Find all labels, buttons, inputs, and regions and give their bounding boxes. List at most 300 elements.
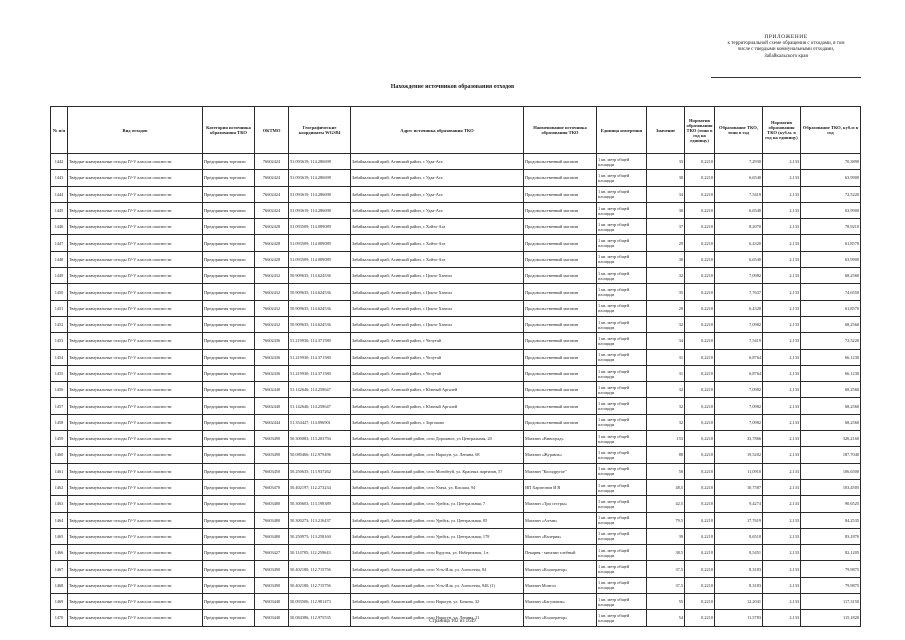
cell-cat: Предприятия торговли <box>203 577 255 593</box>
cell-vnorm: 2,133 <box>763 479 801 495</box>
cell-name: Продовольственный магазин <box>524 284 597 300</box>
cell-n: 1445 <box>51 202 68 218</box>
column-header: Географические координаты WGS84 <box>289 107 351 154</box>
cell-addr: Забайкальский край, Акшинский район, село Урейск, ул. Центральная, 178 <box>351 528 524 544</box>
cell-vnorm: 2,133 <box>763 512 801 528</box>
document-title: Нахождение источников образования отходов <box>390 84 515 90</box>
cell-vol: 74,6550 <box>801 284 861 300</box>
table-row <box>51 594 861 610</box>
cell-norm: 0,2210 <box>685 268 715 284</box>
cell-oktmo: 76602424 <box>255 186 289 202</box>
cell-vol: 79,9875 <box>801 561 861 577</box>
cell-cat: Предприятия торговли <box>203 170 255 186</box>
cell-waste: Твёрдые коммунальные отходы IV-V классов опасности <box>68 186 203 202</box>
cell-coord: 51.093509; 114.089089 <box>289 235 351 251</box>
cell-tons: 9,4274 <box>715 496 763 512</box>
cell-vol: 115,1820 <box>801 610 861 626</box>
cell-vol: 90,6525 <box>801 496 861 512</box>
appendix-line-1: к территориальной схеме обращения с отходами, в том <box>727 40 845 46</box>
cell-oktmo: 76603490 <box>255 431 289 447</box>
table-row <box>51 496 861 512</box>
cell-name: Продовольственный магазин <box>524 202 597 218</box>
cell-norm: 0,2210 <box>685 382 715 398</box>
cell-tons: 8,3183 <box>715 561 763 577</box>
cell-n: 1453 <box>51 333 68 349</box>
cell-oktmo: 76603450 <box>255 463 289 479</box>
cell-addr: Забайкальский край, Агинский район, с Цокто-Хангил <box>351 268 524 284</box>
table-row <box>51 512 861 528</box>
cell-waste: Твёрдые коммунальные отходы IV-V классов опасности <box>68 577 203 593</box>
cell-vol: 61,8570 <box>801 235 861 251</box>
cell-vol: 68,2560 <box>801 268 861 284</box>
cell-coord: 51.142646; 114.258647 <box>289 382 351 398</box>
cell-waste: Твёрдые коммунальные отходы IV-V классов опасности <box>68 284 203 300</box>
cell-val: 37,5 <box>647 561 685 577</box>
cell-oktmo: 76603480 <box>255 528 289 544</box>
table-row <box>51 577 861 593</box>
column-header: № п/п <box>51 107 68 154</box>
cell-waste: Твёрдые коммунальные отходы IV-V классов опасности <box>68 447 203 463</box>
cell-name: Продовольственный магазин <box>524 398 597 414</box>
cell-addr: Забайкальский край, Агинский район, с Удаа-Ага <box>351 154 524 170</box>
cell-vol: 68,2560 <box>801 316 861 332</box>
cell-coord: 50.909635; 114.624536 <box>289 316 351 332</box>
cell-n: 1447 <box>51 235 68 251</box>
cell-name: Магазин "Коопдругое" <box>524 463 597 479</box>
cell-unit: 1 кв. метр общей площади <box>597 431 647 447</box>
cell-waste: Твёрдые коммунальные отходы IV-V классов опасности <box>68 316 203 332</box>
column-header: Значение <box>647 107 685 154</box>
cell-waste: Твёрдые коммунальные отходы IV-V классов опасности <box>68 365 203 381</box>
cell-val: 32 <box>647 414 685 430</box>
cell-tons: 7,0982 <box>715 382 763 398</box>
cell-name: Продовольственный магазин <box>524 251 597 267</box>
cell-norm: 0,2210 <box>685 496 715 512</box>
cell-waste: Твёрдые коммунальные отходы IV-V классов опасности <box>68 251 203 267</box>
cell-oktmo: 76602428 <box>255 251 289 267</box>
cell-waste: Твёрдые коммунальные отходы IV-V классов опасности <box>68 479 203 495</box>
cell-tons: 7,0982 <box>715 398 763 414</box>
cell-oktmo: 76602424 <box>255 170 289 186</box>
cell-name: Магазин «Кооператор» <box>524 561 597 577</box>
cell-coord: 51.219930; 114.371580 <box>289 365 351 381</box>
cell-vnorm: 2,133 <box>763 186 801 202</box>
cell-norm: 0,2210 <box>685 284 715 300</box>
cell-vol: 70,3890 <box>801 154 861 170</box>
cell-n: 1455 <box>51 365 68 381</box>
column-header: Норматив образования ТКО (куб.м. в год на единицу) <box>763 107 801 154</box>
cell-vnorm: 2,133 <box>763 365 801 381</box>
cell-val: 38,5 <box>647 545 685 561</box>
cell-addr: Забайкальский край, Акшинский район, село Нарасун, ул. Бочина, 32 <box>351 594 524 610</box>
cell-unit: 1 кв. метр общей площади <box>597 561 647 577</box>
table-row <box>51 382 861 398</box>
cell-n: 1442 <box>51 154 68 170</box>
cell-name: Магазин «Три сестры» <box>524 496 597 512</box>
cell-vol: 79,9875 <box>801 577 861 593</box>
cell-oktmo: 76603490 <box>255 561 289 577</box>
cell-vol: 83,1870 <box>801 528 861 544</box>
cell-unit: 1 кв. метр общей площади <box>597 219 647 235</box>
cell-unit: 1 кв. метр общей площади <box>597 512 647 528</box>
cell-waste: Твёрдые коммунальные отходы IV-V классов опасности <box>68 235 203 251</box>
cell-n: 1468 <box>51 577 68 593</box>
cell-val: 34 <box>647 333 685 349</box>
cell-val: 29 <box>647 235 685 251</box>
cell-oktmo: 76603440 <box>255 594 289 610</box>
cell-oktmo: 76603490 <box>255 447 289 463</box>
cell-oktmo: 76602444 <box>255 414 289 430</box>
cell-val: 88 <box>647 447 685 463</box>
cell-addr: Забайкальский край, Агинский район, с Южный Аргалей <box>351 398 524 414</box>
page-footer: Страница 102 из 1649 <box>429 619 476 624</box>
cell-norm: 0,2210 <box>685 512 715 528</box>
table-row <box>51 545 861 561</box>
cell-norm: 0,2210 <box>685 316 715 332</box>
cell-vnorm: 2,133 <box>763 594 801 610</box>
cell-addr: Забайкальский край, Акшинский район, село Дорожное, ул Центральная, 20 <box>351 431 524 447</box>
table-row <box>51 561 861 577</box>
column-header: Норматив образования ТКО (тонн в год на единицу) <box>685 107 715 154</box>
cell-tons: 11,0910 <box>715 463 763 479</box>
cell-cat: Предприятия торговли <box>203 154 255 170</box>
cell-oktmo: 76603427 <box>255 545 289 561</box>
cell-oktmo: 76602436 <box>255 365 289 381</box>
cell-vnorm: 2,133 <box>763 170 801 186</box>
cell-norm: 0,2210 <box>685 431 715 447</box>
cell-vol: 72,5220 <box>801 186 861 202</box>
column-header: Вид отходов <box>68 107 203 154</box>
table-row <box>51 284 861 300</box>
cell-unit: 1 кв. метр общей площади <box>597 268 647 284</box>
appendix-underline <box>711 77 861 78</box>
cell-n: 1452 <box>51 316 68 332</box>
cell-unit: 1 кв. метр общей площади <box>597 235 647 251</box>
cell-addr: Забайкальский край, Агинский район, с Южный Аргалей <box>351 382 524 398</box>
table-row <box>51 431 861 447</box>
cell-val: 31 <box>647 349 685 365</box>
cell-addr: Забайкальский край, Акшинский район, село Курулга, ул. Набережная, 1 в <box>351 545 524 561</box>
cell-vnorm: 2,133 <box>763 545 801 561</box>
cell-vol: 78,9210 <box>801 219 861 235</box>
table-row <box>51 235 861 251</box>
cell-coord: 51.093619; 114.286698 <box>289 154 351 170</box>
cell-waste: Твёрдые коммунальные отходы IV-V классов опасности <box>68 594 203 610</box>
cell-coord: 50.402180; 112.715756 <box>289 577 351 593</box>
cell-waste: Твёрдые коммунальные отходы IV-V классов опасности <box>68 202 203 218</box>
cell-coord: 50.114785; 112.259643 <box>289 545 351 561</box>
cell-addr: Забайкальский край, Агинский район, с Хойто-Ага <box>351 235 524 251</box>
cell-addr: Забайкальский край, Агинский район, с Челутай <box>351 365 524 381</box>
cell-vnorm: 2,133 <box>763 382 801 398</box>
cell-tons: 10,7587 <box>715 479 763 495</box>
cell-waste: Твёрдые коммунальные отходы IV-V классов опасности <box>68 268 203 284</box>
cell-oktmo: 76602436 <box>255 349 289 365</box>
cell-n: 1462 <box>51 479 68 495</box>
cell-cat: Предприятия торговли <box>203 333 255 349</box>
cell-norm: 0,2210 <box>685 333 715 349</box>
cell-oktmo: 76602432 <box>255 300 289 316</box>
cell-vnorm: 2,133 <box>763 202 801 218</box>
cell-tons: 6,4328 <box>715 300 763 316</box>
cell-coord: 51.219930; 114.371580 <box>289 349 351 365</box>
cell-addr: Забайкальский край, Акшинский район, село Нарасун, ул. Ленина, 68 <box>351 447 524 463</box>
cell-cat: Предприятия торговли <box>203 545 255 561</box>
cell-tons: 19,5202 <box>715 447 763 463</box>
cell-coord: 50.250635; 113.937262 <box>289 463 351 479</box>
cell-unit: 1 кв. метр общей площади <box>597 251 647 267</box>
cell-n: 1443 <box>51 170 68 186</box>
cell-coord: 50.402180; 112.715756 <box>289 561 351 577</box>
cell-coord: 50.300273; 113.216437 <box>289 512 351 528</box>
cell-vnorm: 2,133 <box>763 447 801 463</box>
cell-name: Продовольственный магазин <box>524 268 597 284</box>
cell-norm: 0,2210 <box>685 594 715 610</box>
cell-norm: 0,2210 <box>685 545 715 561</box>
cell-name: Магазин «Журавль» <box>524 447 597 463</box>
cell-vol: 66,1230 <box>801 349 861 365</box>
cell-tons: 8,6510 <box>715 528 763 544</box>
cell-unit: 1 кв. метр общей площади <box>597 382 647 398</box>
cell-unit: 1 кв. метр общей площади <box>597 186 647 202</box>
cell-waste: Твёрдые коммунальные отходы IV-V классов опасности <box>68 349 203 365</box>
cell-addr: Забайкальский край, Акшинский район, село Усть-Иля, ул. Алексеева, 84Б (1) <box>351 577 524 593</box>
cell-addr: Забайкальский край, Агинский район, с Зоргоково <box>351 414 524 430</box>
cell-vnorm: 2,133 <box>763 463 801 479</box>
cell-vnorm: 2,133 <box>763 561 801 577</box>
appendix-line-2: числе с твердыми коммунальными отходами, <box>737 47 835 52</box>
cell-oktmo: 76602432 <box>255 284 289 300</box>
cell-val: 30 <box>647 170 685 186</box>
cell-oktmo: 76602432 <box>255 268 289 284</box>
cell-name: Магазин «Багульник» <box>524 594 597 610</box>
cell-waste: Твёрдые коммунальные отходы IV-V классов опасности <box>68 398 203 414</box>
cell-waste: Твёрдые коммунальные отходы IV-V классов опасности <box>68 219 203 235</box>
table-row <box>51 300 861 316</box>
cell-tons: 6,6540 <box>715 251 763 267</box>
cell-n: 1450 <box>51 284 68 300</box>
cell-waste: Твёрдые коммунальные отходы IV-V классов опасности <box>68 545 203 561</box>
cell-n: 1456 <box>51 382 68 398</box>
cell-tons: 7,0982 <box>715 414 763 430</box>
cell-waste: Твёрдые коммунальные отходы IV-V классов опасности <box>68 512 203 528</box>
cell-vol: 63,9900 <box>801 170 861 186</box>
cell-oktmo: 76603470 <box>255 479 289 495</box>
table-row <box>51 333 861 349</box>
cell-vol: 117,3150 <box>801 594 861 610</box>
cell-val: 37,5 <box>647 577 685 593</box>
cell-unit: 1 кв. метр общей площади <box>597 202 647 218</box>
cell-val: 48,5 <box>647 479 685 495</box>
cell-addr: Забайкальский край, Агинский район, с Цокто-Хангил <box>351 284 524 300</box>
cell-cat: Предприятия торговли <box>203 365 255 381</box>
cell-coord: 50.300083; 113.203794 <box>289 431 351 447</box>
cell-waste: Твёрдые коммунальные отходы IV-V классов опасности <box>68 170 203 186</box>
cell-val: 153 <box>647 431 685 447</box>
column-header: Единица измерения <box>597 107 647 154</box>
cell-norm: 0,2210 <box>685 202 715 218</box>
cell-unit: 1 кв. метр общей площади <box>597 154 647 170</box>
cell-n: 1458 <box>51 414 68 430</box>
cell-oktmo: 76602440 <box>255 382 289 398</box>
cell-name: Продовольственный магазин <box>524 219 597 235</box>
cell-val: 33 <box>647 154 685 170</box>
cell-vnorm: 2,133 <box>763 577 801 593</box>
cell-unit: 1 кв. метр общей площади <box>597 365 647 381</box>
cell-vnorm: 2,133 <box>763 496 801 512</box>
cell-vnorm: 2,133 <box>763 528 801 544</box>
cell-val: 54 <box>647 610 685 626</box>
cell-tons: 6,8764 <box>715 365 763 381</box>
waste-sources-table <box>50 106 861 627</box>
cell-name: Продовольственный магазин <box>524 154 597 170</box>
cell-cat: Предприятия торговли <box>203 561 255 577</box>
cell-cat: Предприятия торговли <box>203 479 255 495</box>
cell-addr: Забайкальский край, Агинский район, с Цокто-Хангил <box>351 316 524 332</box>
cell-name: Продовольственный магазин <box>524 316 597 332</box>
cell-cat: Предприятия торговли <box>203 251 255 267</box>
table-row <box>51 316 861 332</box>
cell-coord: 51.093619; 114.286698 <box>289 186 351 202</box>
table-row <box>51 202 861 218</box>
cell-n: 1454 <box>51 349 68 365</box>
cell-vol: 63,9900 <box>801 202 861 218</box>
cell-coord: 50.909635; 114.624536 <box>289 284 351 300</box>
table-row <box>51 154 861 170</box>
cell-tons: 6,6540 <box>715 170 763 186</box>
cell-tons: 33,7866 <box>715 431 763 447</box>
table-body <box>51 154 861 627</box>
appendix-title: ПРИЛОЖЕНИЕ <box>764 34 808 40</box>
cell-addr: Забайкальский край, Агинский район, с Челутай <box>351 349 524 365</box>
cell-waste: Твёрдые коммунальные отходы IV-V классов опасности <box>68 414 203 430</box>
cell-tons: 6,4320 <box>715 235 763 251</box>
cell-vol: 66,1230 <box>801 365 861 381</box>
cell-norm: 0,2210 <box>685 154 715 170</box>
table-row <box>51 463 861 479</box>
cell-cat: Предприятия торговли <box>203 202 255 218</box>
cell-norm: 0,2210 <box>685 561 715 577</box>
cell-unit: 1 кв. метр общей площади <box>597 463 647 479</box>
cell-vol: 106,6500 <box>801 463 861 479</box>
cell-tons: 7,0982 <box>715 268 763 284</box>
cell-val: 30 <box>647 251 685 267</box>
cell-norm: 0,2210 <box>685 528 715 544</box>
cell-coord: 51.093619; 114.286698 <box>289 202 351 218</box>
cell-n: 1459 <box>51 431 68 447</box>
cell-tons: 7,5419 <box>715 333 763 349</box>
cell-norm: 0,2210 <box>685 365 715 381</box>
cell-cat: Предприятия торговли <box>203 447 255 463</box>
cell-val: 39 <box>647 528 685 544</box>
cell-addr: Забайкальский край, Агинский район, с Удаа-Ага <box>351 186 524 202</box>
table-row <box>51 186 861 202</box>
cell-vol: 68,2560 <box>801 382 861 398</box>
cell-waste: Твёрдые коммунальные отходы IV-V классов опасности <box>68 300 203 316</box>
cell-waste: Твёрдые коммунальные отходы IV-V классов опасности <box>68 463 203 479</box>
cell-name: Продовольственный магазин <box>524 333 597 349</box>
cell-unit: 1 кв. метр общей площади <box>597 545 647 561</box>
column-header: Адрес источника образования ТКО <box>351 107 524 154</box>
cell-vol: 68,2560 <box>801 414 861 430</box>
cell-name: Продовольственный магазин <box>524 414 597 430</box>
cell-addr: Забайкальский край, Агинский район, с Удаа-Ага <box>351 170 524 186</box>
cell-waste: Твёрдые коммунальные отходы IV-V классов опасности <box>68 154 203 170</box>
cell-cat: Предприятия торговли <box>203 186 255 202</box>
cell-cat: Предприятия торговли <box>203 610 255 626</box>
cell-coord: 50.093506; 112.981473 <box>289 594 351 610</box>
cell-cat: Предприятия торговли <box>203 268 255 284</box>
cell-oktmo: 76602440 <box>255 398 289 414</box>
cell-unit: 1 кв. метр общей площади <box>597 333 647 349</box>
table-row <box>51 398 861 414</box>
cell-unit: 1 кв. метр общей площади <box>597 496 647 512</box>
cell-coord: 51.354427; 114.096901 <box>289 414 351 430</box>
cell-addr: Забайкальский край, Акшинский район, село Нарасун, ул. Ленина, 21 <box>351 610 524 626</box>
cell-coord: 51.093619; 114.286698 <box>289 170 351 186</box>
cell-vol: 68,2560 <box>801 398 861 414</box>
cell-cat: Предприятия торговли <box>203 284 255 300</box>
cell-vnorm: 2,133 <box>763 349 801 365</box>
cell-name: ИП Харитонов И В <box>524 479 597 495</box>
cell-name: Продовольственный магазин <box>524 186 597 202</box>
cell-unit: 1 кв. метр общей площади <box>597 479 647 495</box>
cell-coord: 50.909635; 114.624536 <box>289 300 351 316</box>
cell-name: Магазин «Виноград» <box>524 431 597 447</box>
cell-oktmo: 76602436 <box>255 333 289 349</box>
cell-unit: 1 кв. метр общей площади <box>597 447 647 463</box>
cell-val: 32 <box>647 316 685 332</box>
cell-waste: Твёрдые коммунальные отходы IV-V классов опасности <box>68 333 203 349</box>
cell-norm: 0,2210 <box>685 300 715 316</box>
cell-addr: Забайкальский край, Агинский район, с Хойто-Ага <box>351 251 524 267</box>
cell-tons: 8,5451 <box>715 545 763 561</box>
table-row <box>51 447 861 463</box>
cell-unit: 1 кв. метр общей площади <box>597 610 647 626</box>
cell-cat: Предприятия торговли <box>203 235 255 251</box>
cell-n: 1467 <box>51 561 68 577</box>
cell-n: 1464 <box>51 512 68 528</box>
cell-norm: 0,2210 <box>685 447 715 463</box>
cell-oktmo: 76603440 <box>255 610 289 626</box>
table-row <box>51 219 861 235</box>
cell-addr: Забайкальский край, Агинский район, с Цокто-Хангил <box>351 300 524 316</box>
cell-unit: 1 кв. метр общей площади <box>597 170 647 186</box>
cell-n: 1446 <box>51 219 68 235</box>
cell-vnorm: 2,133 <box>763 268 801 284</box>
cell-tons: 11,5783 <box>715 610 763 626</box>
cell-n: 1466 <box>51 545 68 561</box>
cell-waste: Твёрдые коммунальные отходы IV-V классов опасности <box>68 610 203 626</box>
cell-cat: Предприятия торговли <box>203 512 255 528</box>
cell-vnorm: 2,133 <box>763 235 801 251</box>
cell-unit: 1 кв. метр общей площади <box>597 398 647 414</box>
cell-coord: 51.093509; 114.089089 <box>289 251 351 267</box>
cell-cat: Предприятия торговли <box>203 382 255 398</box>
cell-cat: Предприятия торговли <box>203 594 255 610</box>
table-row <box>51 170 861 186</box>
table-row <box>51 268 861 284</box>
cell-n: 1465 <box>51 528 68 544</box>
cell-name: Магазин Монгол <box>524 577 597 593</box>
table-row <box>51 479 861 495</box>
cell-vnorm: 2,133 <box>763 300 801 316</box>
cell-cat: Предприятия торговли <box>203 496 255 512</box>
cell-n: 1451 <box>51 300 68 316</box>
cell-unit: 1 кв. метр общей площади <box>597 594 647 610</box>
cell-oktmo: 76603480 <box>255 496 289 512</box>
cell-cat: Предприятия торговли <box>203 300 255 316</box>
